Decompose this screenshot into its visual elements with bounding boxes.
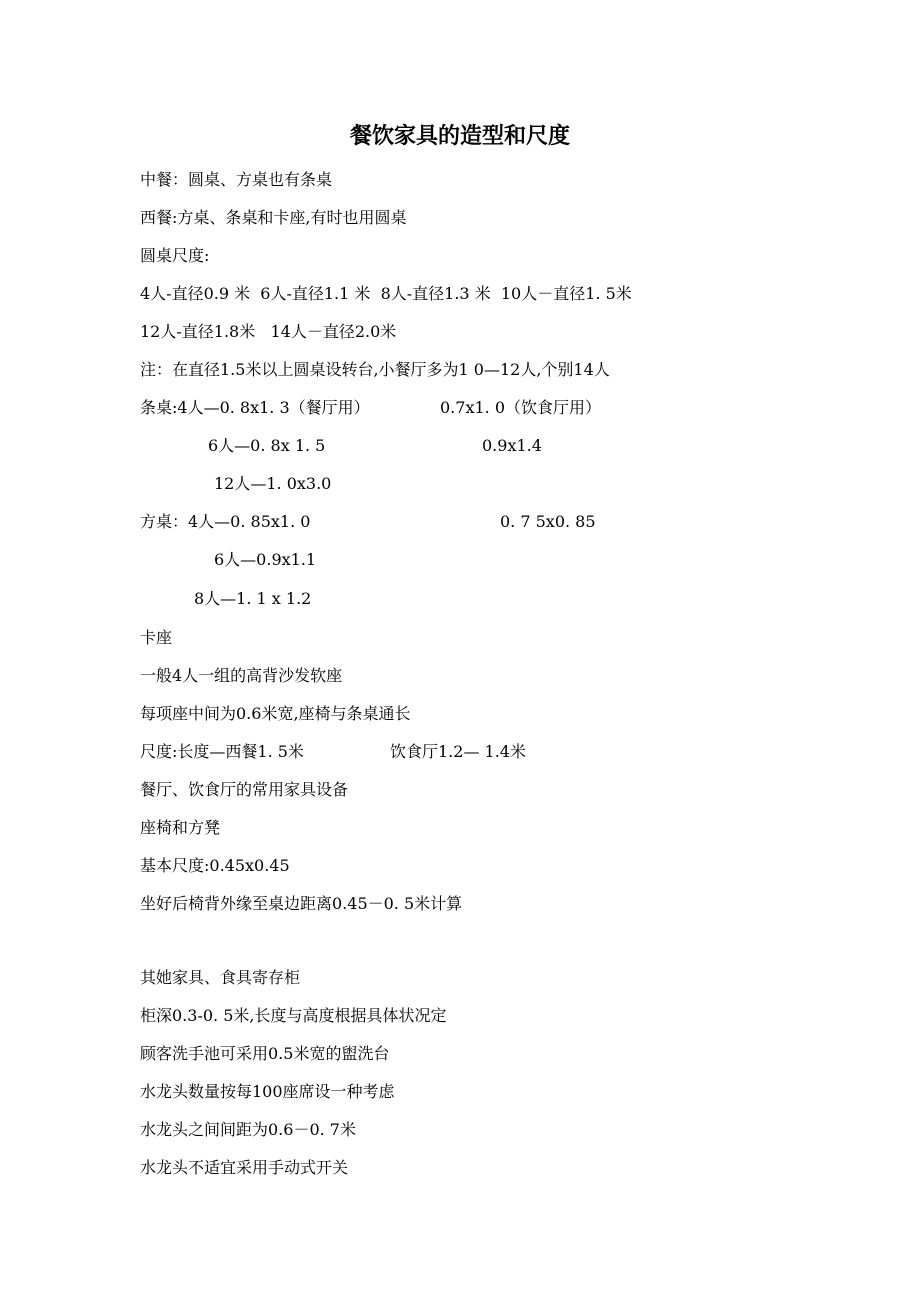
text-line: 顾客洗手池可采用0.5米宽的盥洗台 — [140, 1044, 390, 1063]
text-line: 12人-直径1.8米 14人－直径2.0米 — [140, 322, 397, 341]
text-line: 注：在直径1.5米以上圆桌设转台,小餐厅多为1 0—12人,个别14人 — [140, 360, 610, 379]
text-line: 圆桌尺度: — [140, 246, 210, 265]
text-line: 坐好后椅背外缘至桌边距离0.45－0. 5米计算 — [140, 894, 463, 913]
text-line: 餐厅、饮食厅的常用家具设备 — [140, 780, 349, 799]
text-line: 西餐:方桌、条桌和卡座,有时也用圆桌 — [140, 208, 407, 227]
text-line: 4人-直径0.9 米 6人-直径1.1 米 8人-直径1.3 米 10人－直径1. 5米 — [140, 284, 632, 303]
text-line: 0. 7 5x0. 85 — [500, 512, 596, 531]
text-line: 每项座中间为0.6米宽,座椅与条桌通长 — [140, 704, 411, 723]
text-line: 中餐：圆桌、方桌也有条桌 — [140, 170, 333, 189]
text-line: 其她家具、食具寄存柜 — [140, 968, 301, 987]
text-line: 0.7x1. 0（饮食厅用） — [440, 398, 602, 417]
text-line: 饮食厅1.2— 1.4米 — [390, 742, 526, 761]
text-line: 水龙头不适宜采用手动式开关 — [140, 1158, 349, 1177]
document-title: 餐饮家具的造型和尺度 — [349, 123, 570, 149]
text-line: 方桌：4人—0. 85x1. 0 — [140, 512, 311, 531]
text-line: 6人—0. 8x 1. 5 — [208, 436, 326, 455]
text-line: 8人—1. 1 x 1.2 — [194, 589, 312, 608]
text-line: 基本尺度:0.45x0.45 — [140, 856, 290, 875]
text-line: 水龙头之间间距为0.6－0. 7米 — [140, 1120, 356, 1139]
text-line: 尺度:长度—西餐1. 5米 — [140, 742, 304, 761]
text-line: 12人—1. 0x3.0 — [214, 474, 332, 493]
text-line: 6人—0.9x1.1 — [214, 550, 317, 569]
text-line: 一般4人一组的高背沙发软座 — [140, 666, 343, 685]
text-line: 条桌:4人—0. 8x1. 3（餐厅用） — [140, 398, 370, 417]
text-line: 柜深0.3-0. 5米,长度与高度根据具体状况定 — [140, 1006, 447, 1025]
text-line: 座椅和方凳 — [140, 818, 221, 837]
text-line: 卡座 — [140, 628, 173, 647]
text-line: 水龙头数量按每100座席设一种考虑 — [140, 1082, 395, 1101]
text-line: 0.9x1.4 — [482, 436, 542, 455]
